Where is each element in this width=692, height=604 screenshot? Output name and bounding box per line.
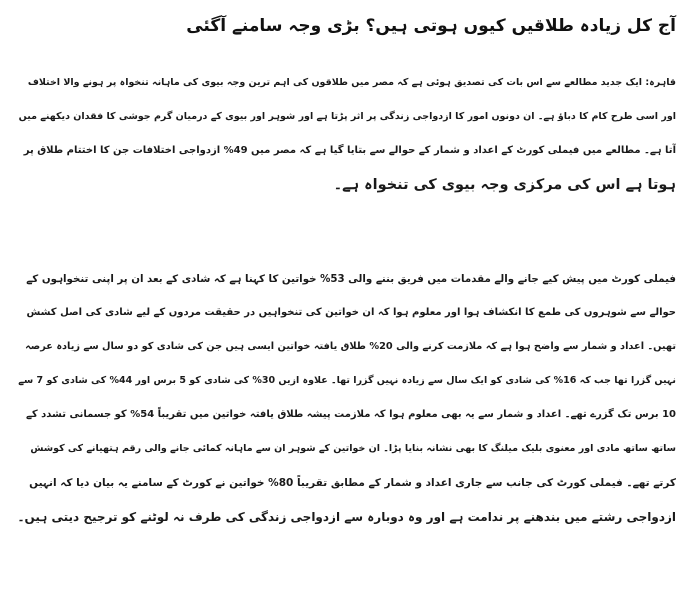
paragraph-line: تھیں۔ اعداد و شمار سے واضح ہوا ہے کہ ملازمت کرنے والی 20% طلاق یافتہ خواتین ایسی ہیں جن کی شادی کو دو سال سے زیادہ عرصہ	[25, 341, 676, 352]
article-headline: آج کل زیادہ طلاقیں کیوں ہوتی ہیں؟ بڑی وجہ سامنے آگئی	[186, 16, 676, 36]
paragraph-line: ہوتا ہے اس کی مرکزی وجہ بیوی کی تنخواہ ہے۔	[333, 177, 676, 193]
paragraph-line: کرتے تھے۔ فیملی کورٹ کی جانب سے جاری اعداد و شمار کے مطابق تقریباً 80% خواتین نے کورٹ کے سامنے یہ بیان دیا کہ انہیں	[29, 477, 676, 489]
article-paragraph-1	[16, 66, 676, 202]
paragraph-line: اور اسی طرح کام کا دباؤ ہے۔ ان دونوں امور کا ازدواجی زندگی پر اثر پڑتا ہے اور شوہر اور بیوی کے درمیان گرم جوشی کا فقدان دیکھنے میں	[18, 111, 676, 122]
article-paragraph-2	[16, 262, 676, 534]
paragraph-line: فیملی کورٹ میں پیش کیے جانے والے مقدمات میں فریق بننے والی 53% خواتین کا کہنا ہے کہ شادی کے بعد ان پر اپنی تنخواہوں کے	[26, 273, 676, 285]
paragraph-line: ساتھ ساتھ مادی اور معنوی بلیک میلنگ کا بھی نشانہ بنایا پڑا۔ ان خواتین کے شوہر ان سے ماہانہ کمائی جانے والی رقم ہتھیانے کی کوشش	[30, 443, 676, 454]
paragraph-line: 10 برس تک گزرے تھے۔ اعداد و شمار سے یہ بھی معلوم ہوا کہ ملازمت پیشہ طلاق یافتہ خواتین میں تقریباً 54% کو جسمانی تشدد کے	[25, 409, 676, 420]
paragraph-line: نہیں گزرا تھا جب کہ 16% کی شادی کو ایک سال سے زیادہ نہیں گزرا تھا۔ علاوہ ازیں 30% کی شادی کو 5 برس اور 44% کی شادی کو 7 سے	[18, 375, 676, 386]
paragraph-line: آتا ہے۔ مطالعے میں فیملی کورٹ کے اعداد و شمار کے حوالے سے بتایا گیا ہے کہ مصر میں 49% ازدواجی اختلافات جن کا اختتام طلاق پر	[23, 145, 676, 156]
paragraph-line: ازدواجی رشتے میں بندھنے پر ندامت ہے اور وہ دوبارہ سے ازدواجی زندگی کی طرف نہ لوٹنے کو ترجیح دیتی ہیں۔	[17, 510, 676, 524]
paragraph-line: حوالے سے شوہروں کی طمع کا انکشاف ہوا اور معلوم ہوا کہ ان خواتین کی تنخواہیں در حقیقت مردوں کے لیے شادی کی اصل کشش	[26, 307, 676, 318]
paragraph-line: قاہرہ: ایک جدید مطالعے سے اس بات کی تصدیق ہوئی ہے کہ مصر میں طلاقوں کی اہم ترین وجہ بیوی کی ماہانہ تنخواہ پر ہونے والا اختلاف	[27, 77, 676, 88]
